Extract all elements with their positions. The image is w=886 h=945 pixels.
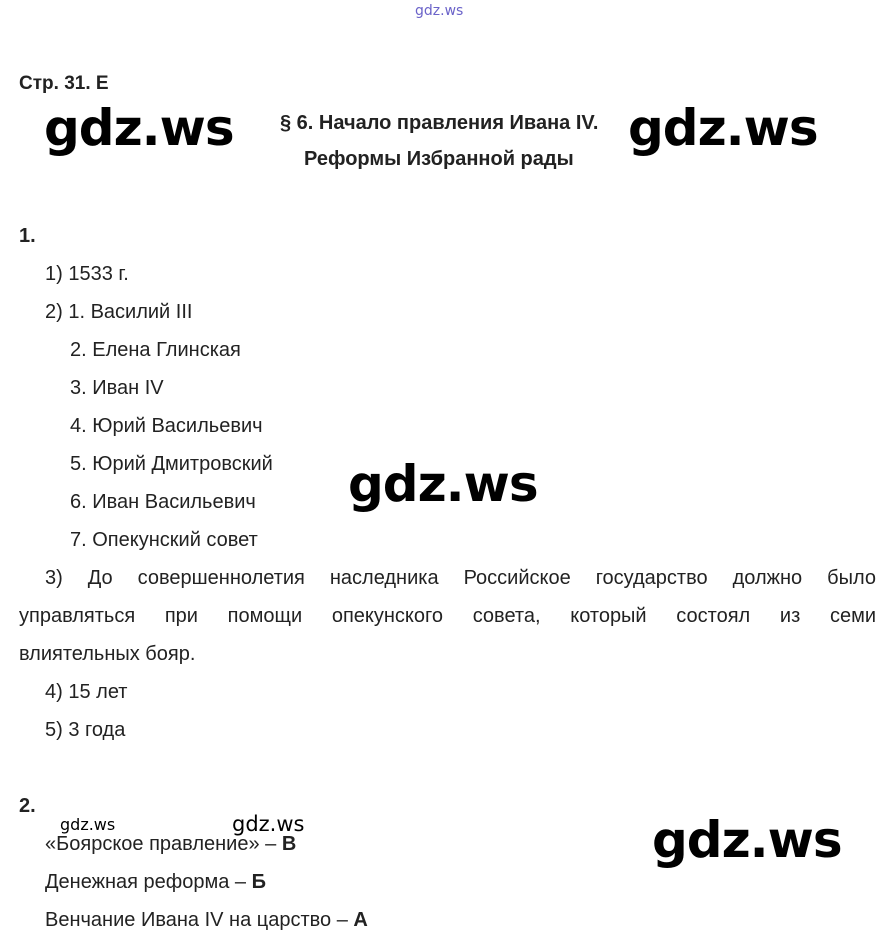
watermark-small-mid: gdz.ws [232, 812, 305, 836]
answer-1-5: 5) 3 года [45, 719, 126, 741]
answer-1-2-item: 7. Опекунский совет [70, 529, 258, 551]
answer-1-2-item: 4. Юрий Васильевич [70, 415, 263, 437]
question-2-number: 2. [19, 795, 36, 817]
answer-1-2-item: 3. Иван IV [70, 377, 164, 399]
answer-2-row-letter: Б [251, 871, 266, 893]
answer-2-row [45, 832, 296, 856]
answer-1-2-item: 6. Иван Васильевич [70, 491, 256, 513]
answer-2-row [45, 908, 368, 932]
answer-2-row-text: Венчание Ивана IV на царство – [45, 909, 354, 931]
watermark-header-left: gdz.ws [44, 99, 234, 157]
section-title-line2: Реформы Избранной рады [304, 148, 574, 170]
watermark-header-right: gdz.ws [628, 99, 818, 157]
watermark-top: gdz.ws [415, 3, 464, 19]
answer-1-2: 2) 1. Василий III [45, 301, 193, 323]
answer-2-row-letter: А [353, 909, 368, 931]
question-1-number: 1. [19, 225, 36, 247]
answer-2-row-text: «Боярское правление» – [45, 833, 282, 855]
answer-1-1: 1) 1533 г. [45, 263, 129, 285]
watermark-center: gdz.ws [348, 455, 538, 513]
watermark-small-left: gdz.ws [60, 815, 116, 834]
page-reference: Стр. 31. E [19, 73, 109, 94]
watermark-bottom-right: gdz.ws [652, 811, 842, 869]
answer-2-row-text: Денежная реформа – [45, 871, 252, 893]
answer-1-3-line2: управляться при помощи опекунского совета, который состоял из семи [19, 605, 876, 627]
section-title-line1: § 6. Начало правления Ивана IV. [280, 112, 599, 134]
answer-1-2-item: 2. Елена Глинская [70, 339, 241, 361]
answer-2-row-letter: В [281, 833, 297, 855]
answer-1-2-item: 5. Юрий Дмитровский [70, 453, 273, 475]
answer-1-3-line3: влиятельных бояр. [19, 643, 196, 665]
answer-1-3-line1: 3) До совершеннолетия наследника Российское государство должно было [45, 567, 876, 589]
answer-2-row [45, 870, 266, 894]
answer-1-4: 4) 15 лет [45, 681, 128, 703]
